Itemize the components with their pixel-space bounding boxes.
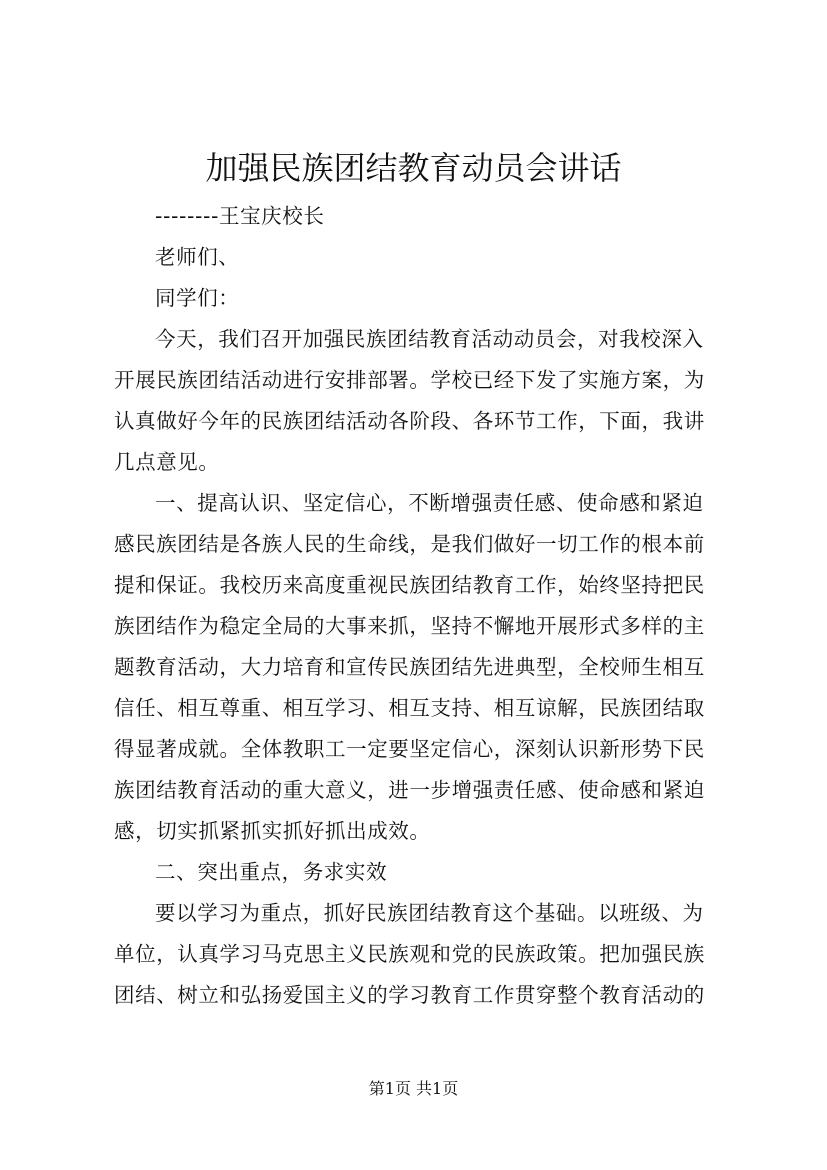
text-line: 认真做好今年的民族团结活动各阶段、各环节工作，下面，我讲 xyxy=(114,409,705,433)
text-line: 今天，我们召开加强民族团结教育活动动员会，对我校深入 xyxy=(155,327,704,351)
text-line: 同学们： xyxy=(155,286,240,310)
text-line: 开展民族团结活动进行安排部署。学校已经下发了实施方案，为 xyxy=(114,368,705,392)
text-line: 感民族团结是各族人民的生命线，是我们做好一切工作的根本前 xyxy=(114,532,705,556)
text-line: --------王宝庆校长 xyxy=(155,204,325,228)
text-line: 提和保证。我校历来高度重视民族团结教育工作，始终坚持把民 xyxy=(114,573,705,597)
text-line: 团结、树立和弘扬爱国主义的学习教育工作贯穿整个教育活动的 xyxy=(114,983,705,1007)
text-line: 单位，认真学习马克思主义民族观和党的民族政策。把加强民族 xyxy=(114,942,705,966)
text-line: 感，切实抓紧抓实抓好抓出成效。 xyxy=(114,819,431,843)
page-footer: 第1页 共1页 xyxy=(368,1079,459,1098)
text-line: 一、提高认识、坚定信心，不断增强责任感、使命感和紧迫 xyxy=(155,491,704,515)
text-line: 族团结作为稳定全局的大事来抓，坚持不懈地开展形式多样的主 xyxy=(114,614,705,638)
document-body xyxy=(114,196,722,1016)
text-line: 要以学习为重点，抓好民族团结教育这个基础。以班级、为 xyxy=(155,901,704,925)
text-line: 族团结教育活动的重大意义，进一步增强责任感、使命感和紧迫 xyxy=(114,778,705,802)
text-line: 题教育活动，大力培育和宣传民族团结先进典型，全校师生相互 xyxy=(114,655,705,679)
text-line: 得显著成就。全体教职工一定要坚定信心，深刻认识新形势下民 xyxy=(114,737,705,761)
text-line: 二、突出重点，务求实效 xyxy=(155,860,388,884)
document-title: 加强民族团结教育动员会讲话 xyxy=(205,149,622,187)
text-line: 老师们、 xyxy=(155,245,240,269)
text-line: 几点意见。 xyxy=(114,450,220,474)
text-line: 信任、相互尊重、相互学习、相互支持、相互谅解，民族团结取 xyxy=(114,696,705,720)
